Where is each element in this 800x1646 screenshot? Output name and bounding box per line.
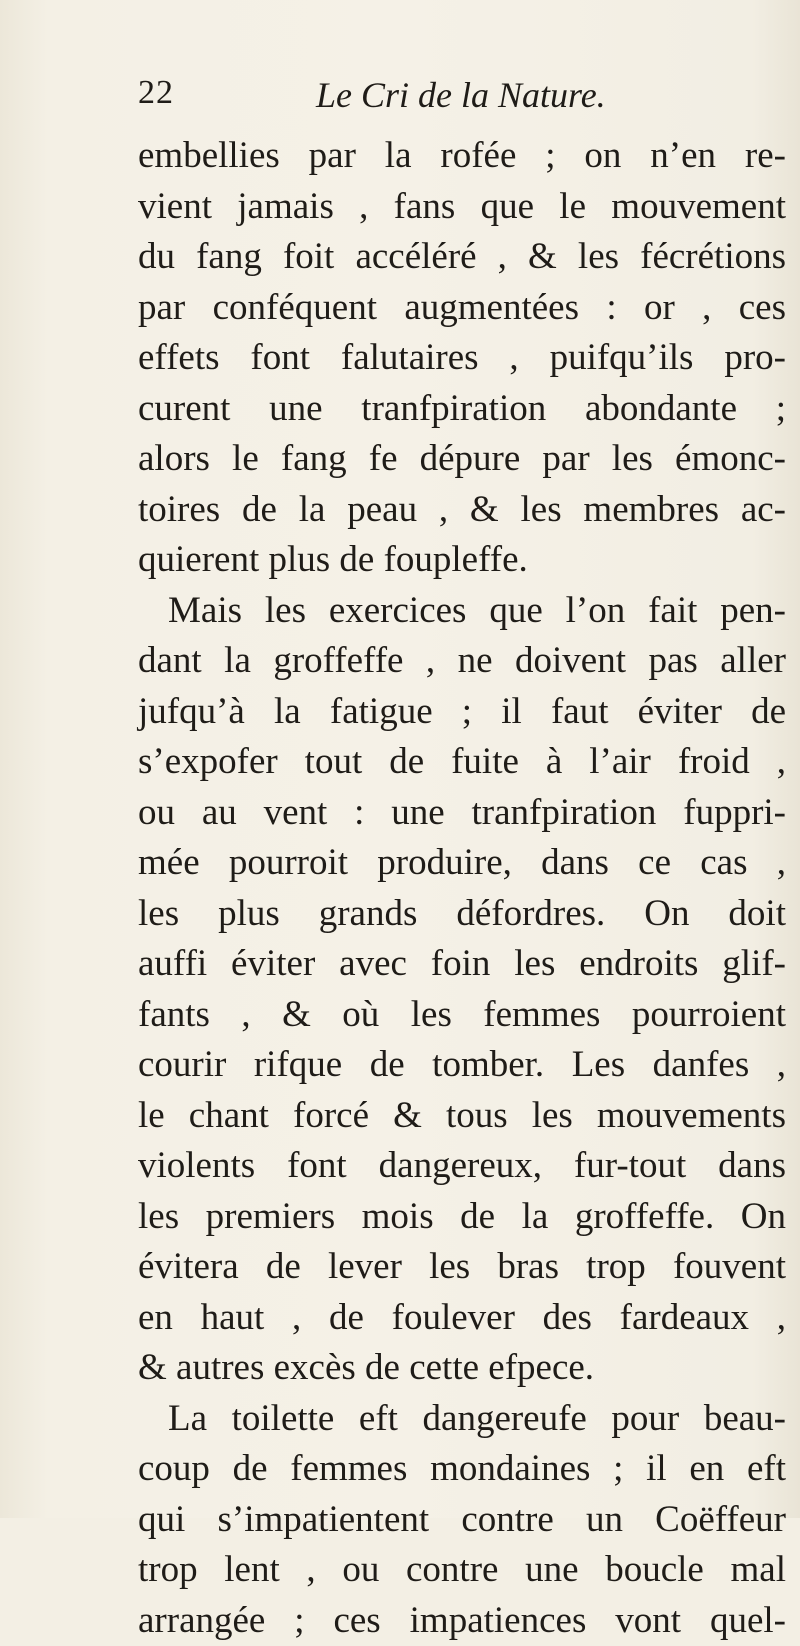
text-line: & autres excès de cette efpece.: [138, 1343, 786, 1394]
text-line: La toilette eft dangereufe pour beau-: [138, 1394, 786, 1445]
text-line: Mais les exercices que l’on fait pen-: [138, 586, 786, 637]
text-line: alors le fang fe dépure par les émonc-: [138, 434, 786, 485]
text-line: curent une tranfpiration abondante ;: [138, 384, 786, 435]
text-line: s’expofer tout de fuite à l’air froid ,: [138, 737, 786, 788]
text-line: les plus grands défordres. On doit: [138, 889, 786, 940]
text-line: arrangée ; ces impatiences vont quel-: [138, 1596, 786, 1646]
text-line: évitera de lever les bras trop fouvent: [138, 1242, 786, 1293]
running-title: Le Cri de la Nature.: [316, 74, 606, 116]
text-line: trop lent , ou contre une boucle mal: [138, 1545, 786, 1596]
text-line: mée pourroit produire, dans ce cas ,: [138, 838, 786, 889]
text-line: dant la groffeffe , ne doivent pas aller: [138, 636, 786, 687]
text-line: du fang foit accéléré , & les fécrétions: [138, 232, 786, 283]
page-number: 22: [138, 74, 174, 112]
text-line: courir rifque de tomber. Les danfes ,: [138, 1040, 786, 1091]
text-line: auffi éviter avec foin les endroits glif-: [138, 939, 786, 990]
text-line: le chant forcé & tous les mouvements: [138, 1091, 786, 1142]
text-line: quierent plus de foupleffe.: [138, 535, 786, 586]
text-line: les premiers mois de la groffeffe. On: [138, 1192, 786, 1243]
text-line: violents font dangereux, fur-tout dans: [138, 1141, 786, 1192]
text-line: toires de la peau , & les membres ac-: [138, 485, 786, 536]
text-line: vient jamais , fans que le mouvement: [138, 182, 786, 233]
text-line: effets font falutaires , puifqu’ils pro-: [138, 333, 786, 384]
text-line: ou au vent : une tranfpiration fuppri-: [138, 788, 786, 839]
text-line: coup de femmes mondaines ; il en eft: [138, 1444, 786, 1495]
body-text: [138, 131, 786, 1646]
text-line: jufqu’à la fatigue ; il faut éviter de: [138, 687, 786, 738]
text-line: qui s’impatientent contre un Coëffeur: [138, 1495, 786, 1546]
running-head: [138, 74, 758, 130]
text-line: embellies par la rofée ; on n’en re-: [138, 131, 786, 182]
text-line: en haut , de foulever des fardeaux ,: [138, 1293, 786, 1344]
text-line: par conféquent augmentées : or , ces: [138, 283, 786, 334]
text-line: fants , & où les femmes pourroient: [138, 990, 786, 1041]
